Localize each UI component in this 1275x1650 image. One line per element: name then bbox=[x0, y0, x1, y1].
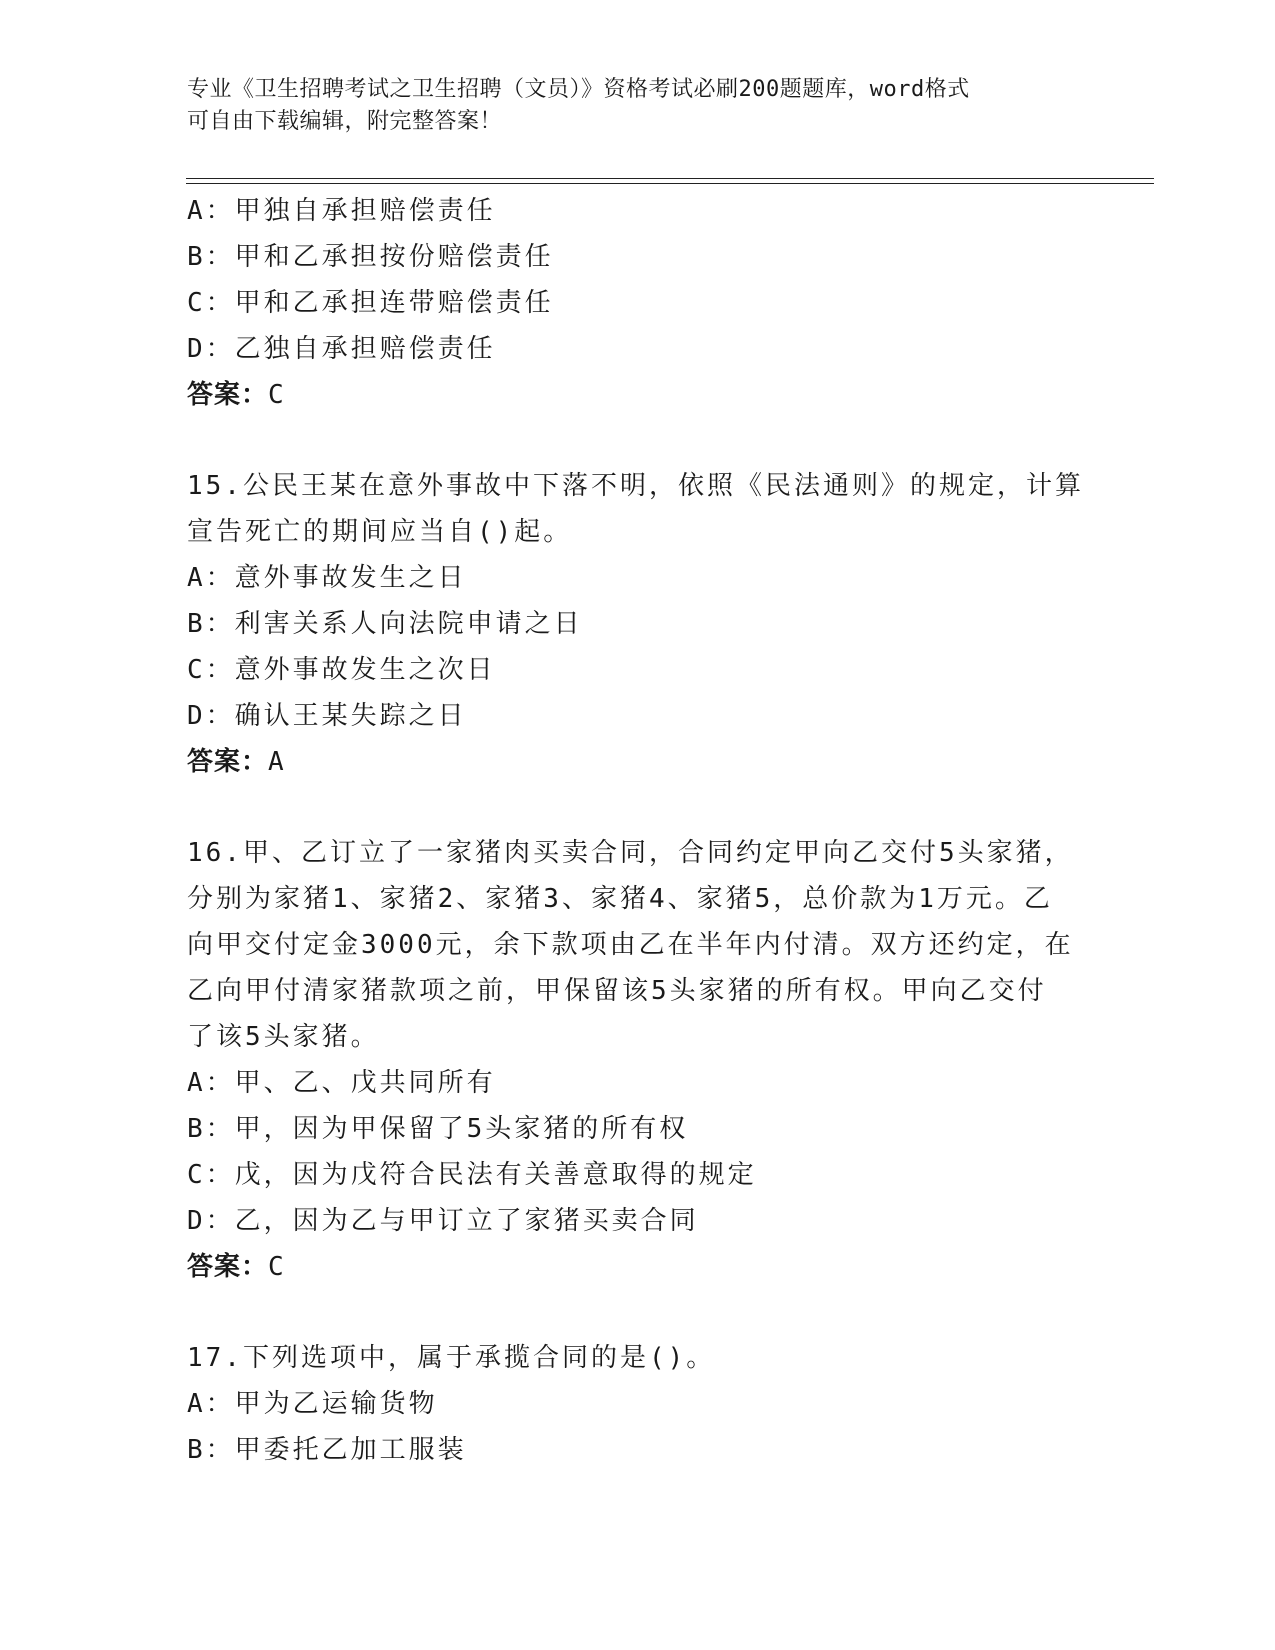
option-b: B：甲委托乙加工服装 bbox=[187, 1435, 467, 1465]
header-line-2: 可自由下载编辑，附完整答案！ bbox=[187, 109, 503, 134]
answer-line bbox=[187, 372, 1087, 418]
question-15 bbox=[187, 463, 1087, 785]
header-rule-top bbox=[186, 178, 1154, 179]
option-c: C：意外事故发生之次日 bbox=[187, 655, 496, 685]
answer-value: A bbox=[268, 747, 285, 777]
answer-label: 答案： bbox=[187, 1252, 269, 1282]
document-header bbox=[187, 74, 1067, 138]
answer-line bbox=[187, 1244, 1087, 1290]
question-stem-line: 16.甲、乙订立了一家猪肉买卖合同，合同约定甲向乙交付5头家猪， bbox=[187, 838, 1074, 868]
option-a: A：甲为乙运输货物 bbox=[187, 1389, 438, 1419]
answer-label: 答案： bbox=[187, 747, 269, 777]
option-d: D：乙独自承担赔偿责任 bbox=[187, 334, 496, 364]
question-stem-line: 分别为家猪1、家猪2、家猪3、家猪4、家猪5，总价款为1万元。乙 bbox=[187, 884, 1053, 914]
question-14 bbox=[187, 188, 1087, 418]
question-16 bbox=[187, 830, 1087, 1290]
question-stem-line: 了该5头家猪。 bbox=[187, 1022, 380, 1052]
question-stem-line: 乙向甲付清家猪款项之前，甲保留该5头家猪的所有权。甲向乙交付 bbox=[187, 976, 1047, 1006]
answer-label: 答案： bbox=[187, 380, 269, 410]
question-stem-line: 宣告死亡的期间应当自()起。 bbox=[187, 517, 573, 547]
answer-line bbox=[187, 739, 1087, 785]
option-b: B：甲，因为甲保留了5头家猪的所有权 bbox=[187, 1114, 689, 1144]
option-a: A：甲、乙、戊共同所有 bbox=[187, 1068, 496, 1098]
answer-value: C bbox=[268, 380, 285, 410]
header-line-1: 专业《卫生招聘考试之卫生招聘（文员）》资格考试必刷200题题库，word格式 bbox=[187, 77, 970, 102]
question-list bbox=[187, 188, 1087, 1473]
question-stem-line: 15.公民王某在意外事故中下落不明，依照《民法通则》的规定，计算 bbox=[187, 471, 1084, 501]
answer-value: C bbox=[268, 1252, 285, 1282]
option-d: D：确认王某失踪之日 bbox=[187, 701, 467, 731]
option-a: A：甲独自承担赔偿责任 bbox=[187, 196, 496, 226]
option-d: D：乙，因为乙与甲订立了家猪买卖合同 bbox=[187, 1206, 699, 1236]
option-a: A：意外事故发生之日 bbox=[187, 563, 467, 593]
option-c: C：甲和乙承担连带赔偿责任 bbox=[187, 288, 554, 318]
question-stem-line: 向甲交付定金3000元，余下款项由乙在半年内付清。双方还约定，在 bbox=[187, 930, 1074, 960]
question-17 bbox=[187, 1335, 1087, 1473]
option-c: C：戊，因为戊符合民法有关善意取得的规定 bbox=[187, 1160, 757, 1190]
option-b: B：甲和乙承担按份赔偿责任 bbox=[187, 242, 554, 272]
option-b: B：利害关系人向法院申请之日 bbox=[187, 609, 583, 639]
header-rule-bottom bbox=[186, 183, 1154, 184]
question-stem-line: 17.下列选项中，属于承揽合同的是()。 bbox=[187, 1343, 716, 1373]
